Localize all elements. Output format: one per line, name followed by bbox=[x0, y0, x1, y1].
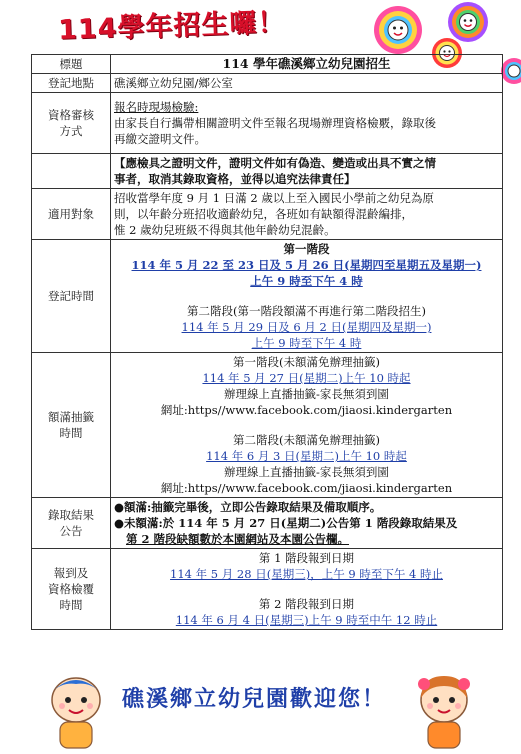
table-row bbox=[32, 74, 503, 93]
row-label: 標題 bbox=[32, 55, 111, 74]
table-row bbox=[32, 498, 503, 549]
eligibility-text: 招收當學年度 9 月 1 日滿 2 歲以上至入國民小學前之幼兒為原 則，以年齡分班招收適齡幼兒，各班如有缺額得混齡編排， 惟 2 歲幼兒班級不得與其他年齡幼兒混齡。 bbox=[111, 189, 503, 240]
review-heading: 報名時現場檢驗: bbox=[114, 100, 199, 114]
review-text: 再繳交證明文件。 bbox=[114, 132, 206, 146]
row-label: 登記地點 bbox=[32, 74, 111, 93]
poster-header bbox=[0, 0, 521, 56]
table-row bbox=[32, 549, 503, 630]
row-label: 資格審核 方式 bbox=[32, 93, 111, 154]
registration-schedule: 第一階段 114 年 5 月 22 至 23 日及 5 月 26 日(星期四至星期五及星期一) 上午 9 時至下午 4 時 第二階段(第一階段額滿不再進行第二階段招生) 114 年 5 月 29 日及 6 月 2 日(星期四及星期一) 上午 9 時至下午 4 時 bbox=[111, 240, 503, 353]
lottery-schedule: 第一階段(未額滿免辦理抽籤) 114 年 5 月 27 日(星期二)上午 10 時起 辦理線上直播抽籤-家長無須到園 網址:https//www.facebook.com/jiaosi.kindergarten 第二階段(未額滿免辦理抽籤) 114 年 6 月 3 日(星期二)上午 10 時起 辦理線上直播抽籤-家長無須到園 網址:https//www.facebook.com/jiaosi.kindergarten bbox=[111, 353, 503, 498]
row-label: 登記時間 bbox=[32, 240, 111, 353]
welcome-message: 礁溪鄉立幼兒園歡迎您！ bbox=[122, 687, 387, 712]
report-schedule: 第 1 階段報到日期 114 年 5 月 28 日(星期三)，上午 9 時至下午 4 時止 第 2 階段報到日期 114 年 6 月 4 日(星期三)上午 9 時至中午 12 時止 bbox=[111, 549, 503, 630]
announcement-title: 114 學年礁溪鄉立幼兒園招生 bbox=[111, 55, 503, 74]
table-row bbox=[32, 55, 503, 74]
table-row bbox=[32, 240, 503, 353]
row-label: 適用對象 bbox=[32, 189, 111, 240]
row-label: 錄取結果 公告 bbox=[32, 498, 111, 549]
enrollment-info-table bbox=[31, 54, 503, 630]
row-label: 額滿抽籤 時間 bbox=[32, 353, 111, 498]
row-label: 報到及 資格檢覆 時間 bbox=[32, 549, 111, 630]
girl-mascot-icon bbox=[408, 670, 480, 752]
facebook-url[interactable]: 網址:https//www.facebook.com/jiaosi.kindergarten bbox=[160, 403, 453, 417]
table-row bbox=[32, 189, 503, 240]
location-value: 礁溪鄉立幼兒園/鄉公室 bbox=[111, 74, 503, 93]
boy-mascot-icon bbox=[40, 670, 112, 752]
smiling-flower-icon bbox=[372, 4, 424, 56]
legal-notice: 【應檢具之證明文件，證明文件如有偽造、變造或出具不實之情 事者，取消其錄取資格，並得以追究法律責任】 bbox=[111, 154, 503, 189]
poster-footer bbox=[0, 664, 521, 754]
table-row bbox=[32, 93, 503, 154]
poster-title: 114學年招生囉！ bbox=[57, 7, 286, 46]
result-announcement: ●額滿:抽籤完畢後，立即公告錄取結果及備取順序。 ●未額滿:於 114 年 5 月 27 日(星期二)公告第 1 階段錄取結果及 第 2 階段缺額數於本園網站及本園公告欄。 bbox=[111, 498, 503, 549]
review-method bbox=[111, 93, 503, 154]
facebook-url[interactable]: 網址:https//www.facebook.com/jiaosi.kindergarten bbox=[160, 481, 453, 495]
table-row bbox=[32, 353, 503, 498]
review-text: 由家長自行攜帶相關證明文件至報名現場辦理資格檢覈，錄取後 bbox=[114, 116, 436, 130]
smiling-flower-icon bbox=[500, 56, 521, 86]
table-row bbox=[32, 154, 503, 189]
